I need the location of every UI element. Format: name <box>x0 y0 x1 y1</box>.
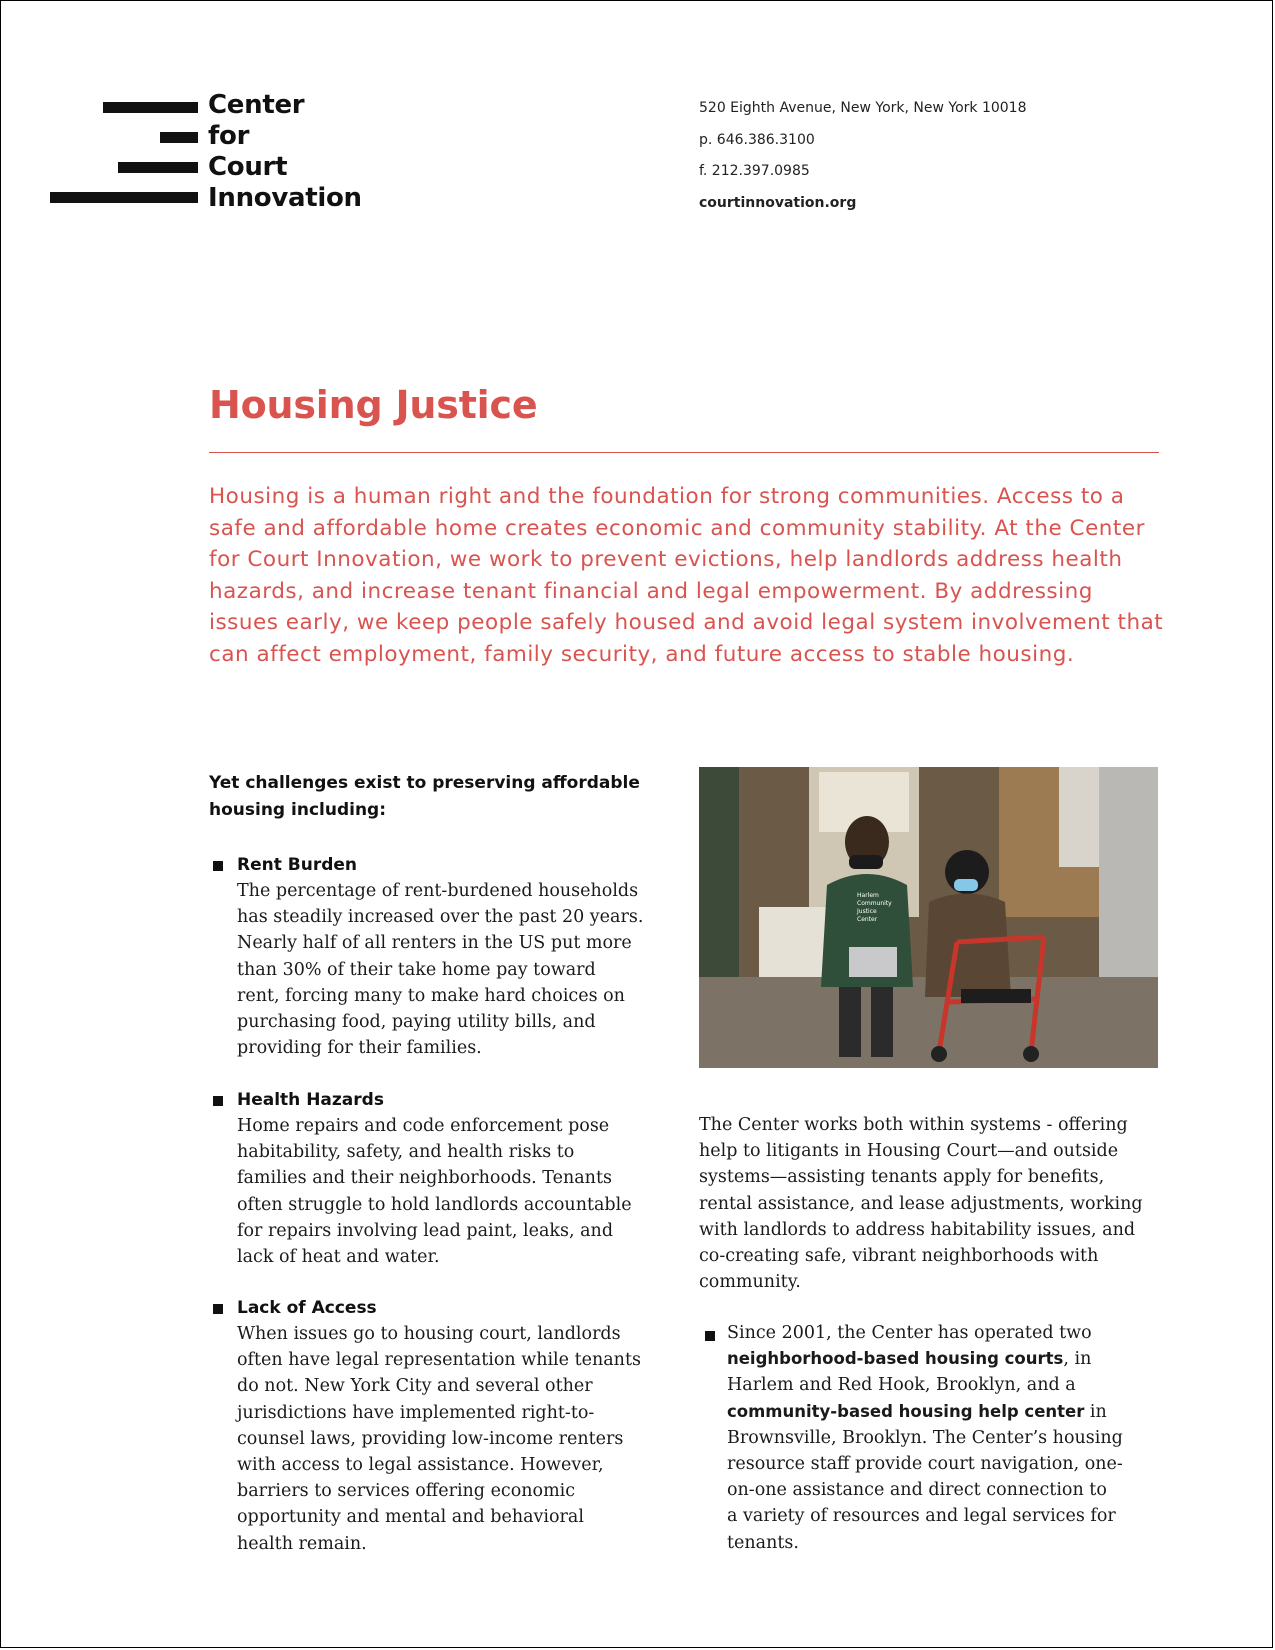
page-title: Housing Justice <box>209 383 538 427</box>
body-line: has steadily increased over the past 20 years. <box>237 907 644 928</box>
logo-bar-1 <box>103 102 198 113</box>
sweatshirt-text-4: Center <box>857 916 878 923</box>
body-line: counsel laws, providing low-income renters <box>237 1428 624 1449</box>
body-line: providing for their families. <box>237 1038 482 1059</box>
logo-line-3: Court <box>208 152 288 182</box>
body-fragment: , in <box>1063 1349 1092 1370</box>
challenges-lead <box>209 770 669 824</box>
logo-line-1: Center <box>208 90 305 120</box>
lead-line-1: Yet challenges exist to preserving affordable <box>209 773 640 793</box>
logo-line-4: Innovation <box>208 183 362 213</box>
body-line: often struggle to hold landlords accountable <box>237 1194 632 1215</box>
since-2001-body <box>727 1320 1167 1556</box>
body-line: co-creating safe, vibrant neighborhoods with <box>699 1246 1099 1267</box>
logo-line-2: for <box>208 121 250 151</box>
body-line: families and their neighborhoods. Tenants <box>237 1168 612 1189</box>
body-line: tenants. <box>727 1532 799 1553</box>
bullet-square-icon <box>705 1331 715 1341</box>
body-line: The percentage of rent-burdened households <box>237 881 639 901</box>
challenge-heading: Health Hazards <box>237 1090 384 1110</box>
body-line: habitability, safety, and health risks to <box>237 1142 575 1163</box>
bullet-square-icon <box>213 1096 223 1106</box>
body-line: barriers to services offering economic <box>237 1481 576 1502</box>
logo-wordmark <box>208 90 362 214</box>
body-line: Since 2001, the Center has operated two <box>727 1323 1092 1343</box>
body-line: do not. New York City and several other <box>237 1376 593 1397</box>
bold-phrase-housing-courts: neighborhood-based housing courts <box>727 1349 1064 1369</box>
body-line: on-one assistance and direct connection to <box>727 1480 1107 1501</box>
body-line: Nearly half of all renters in the US put more <box>237 933 632 954</box>
body-line: than 30% of their take home pay toward <box>237 959 596 980</box>
body-line: health remain. <box>237 1533 367 1554</box>
sweatshirt-text-3: Justice <box>857 908 877 915</box>
contact-fax: f. 212.397.0985 <box>699 163 810 179</box>
body-line: community. <box>699 1272 801 1293</box>
logo-bar-4 <box>50 192 198 203</box>
housing-photo <box>699 767 1158 1068</box>
body-line: rental assistance, and lease adjustments, working <box>699 1193 1143 1214</box>
body-line: help to litigants in Housing Court—and outside <box>699 1141 1119 1162</box>
body-line: with access to legal assistance. However, <box>237 1455 604 1476</box>
body-line: Harlem and Red Hook, Brooklyn, and a <box>727 1375 1076 1396</box>
contact-address: 520 Eighth Avenue, New York, New York 10018 <box>699 100 1027 116</box>
organization-logo <box>50 92 370 217</box>
body-line: The Center works both within systems - offering <box>699 1115 1128 1135</box>
body-line: resource staff provide court navigation, one- <box>727 1454 1123 1475</box>
body-line: rent, forcing many to make hard choices on <box>237 985 625 1006</box>
intro-paragraph: Housing is a human right and the foundation for strong communities. Access to a safe and affordable home creates economic and community stability. At the Center for Court Innovation, we work to prevent evictions, help landlords address health hazards, and increase tenant financial and legal empowerment. By addressing issues early, we keep people safely housed and avoid legal system involvement that can affect employment, family security, and future access to stable housing. <box>209 484 1164 667</box>
sweatshirt-text-1: Harlem <box>857 892 879 899</box>
bullet-square-icon <box>213 1304 223 1314</box>
title-divider <box>209 452 1159 453</box>
body-line: When issues go to housing court, landlords <box>237 1324 621 1344</box>
challenge-body <box>237 878 677 1061</box>
body-line <box>727 1346 1167 1372</box>
logo-bar-2 <box>160 132 198 143</box>
body-line: opportunity and mental and behavioral <box>237 1507 584 1528</box>
body-line: purchasing food, paying utility bills, and <box>237 1012 596 1033</box>
bold-phrase-help-center: community-based housing help center <box>727 1401 1085 1421</box>
body-line: Brownsville, Brooklyn. The Center’s housing <box>727 1427 1123 1448</box>
contact-website[interactable]: courtinnovation.org <box>699 194 857 211</box>
body-line: jurisdictions have implemented right-to- <box>237 1402 595 1423</box>
body-line: often have legal representation while tenants <box>237 1350 641 1371</box>
photo-illustration <box>699 767 1158 1068</box>
challenge-body <box>237 1321 677 1557</box>
center-work-paragraph <box>699 1112 1169 1295</box>
lead-line-2: housing including: <box>209 800 387 820</box>
body-line: a variety of resources and legal services for <box>727 1506 1116 1527</box>
challenge-heading: Lack of Access <box>237 1298 377 1318</box>
contact-block <box>699 98 1027 224</box>
body-line: with landlords to address habitability issues, and <box>699 1219 1136 1240</box>
logo-bar-3 <box>118 162 198 173</box>
body-line <box>727 1399 1167 1425</box>
bullet-square-icon <box>213 861 223 871</box>
contact-phone: p. 646.386.3100 <box>699 131 815 148</box>
challenges-column <box>209 770 669 1554</box>
body-fragment: in <box>1084 1401 1107 1422</box>
sweatshirt-text-2: Community <box>857 900 892 907</box>
body-line: Home repairs and code enforcement pose <box>237 1116 610 1136</box>
challenge-heading: Rent Burden <box>237 855 358 875</box>
challenge-body <box>237 1113 677 1270</box>
body-line: systems—assisting tenants apply for benefits, <box>699 1167 1105 1188</box>
body-line: lack of heat and water. <box>237 1247 440 1268</box>
body-line: for repairs involving lead paint, leaks, and <box>237 1220 614 1241</box>
